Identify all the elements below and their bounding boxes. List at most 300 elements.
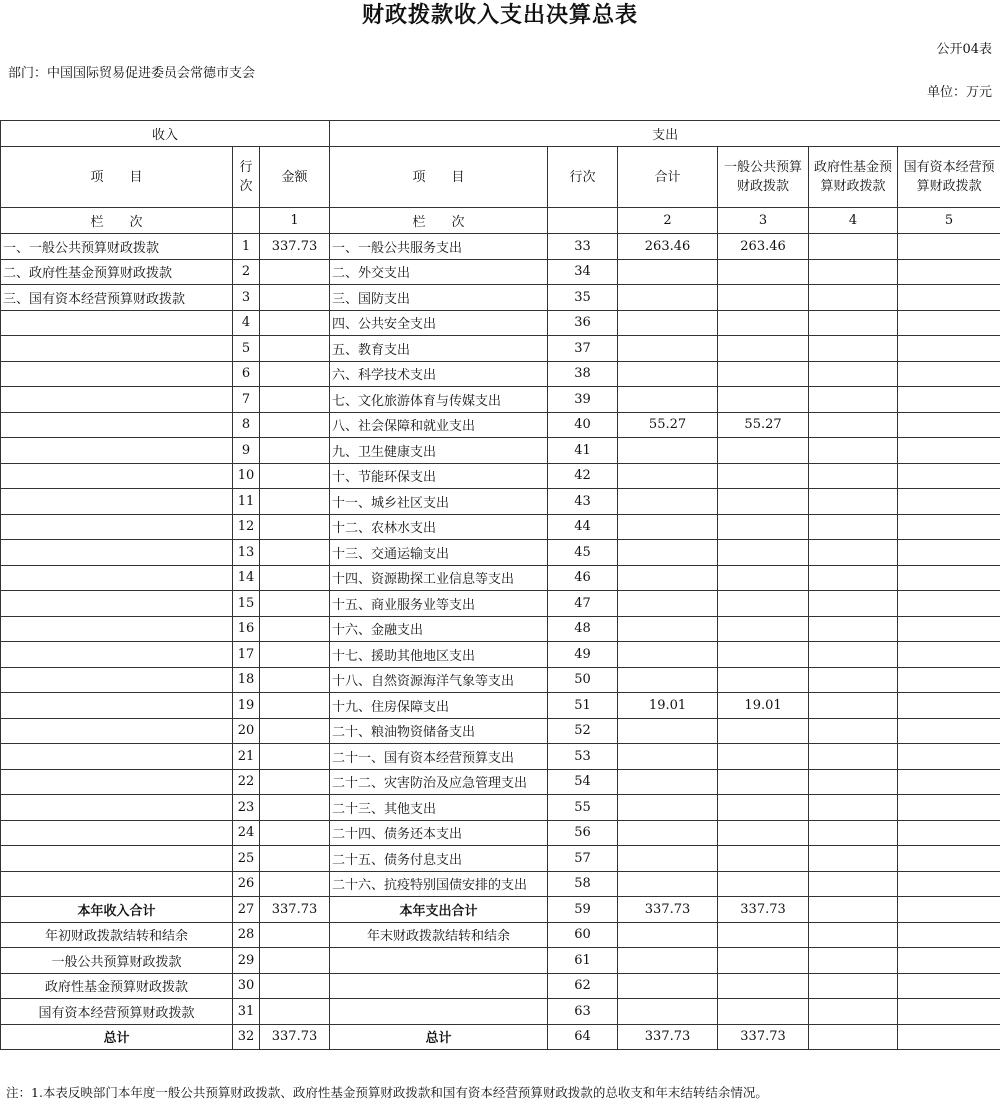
expense-item-cell: 十四、资源勘探工业信息等支出	[330, 565, 548, 591]
income-line-cell: 14	[233, 565, 260, 591]
expense-total-cell	[618, 565, 718, 591]
gov-fund-cell	[809, 1024, 898, 1050]
gov-fund-cell	[809, 540, 898, 566]
general-budget-cell: 19.01	[718, 693, 809, 719]
general-budget-cell	[718, 744, 809, 770]
expense-line-cell: 38	[548, 361, 618, 387]
table-row	[1, 438, 1000, 464]
income-item-cell	[1, 565, 233, 591]
state-capital-cell	[898, 846, 1000, 872]
general-budget-cell	[718, 361, 809, 387]
table-row	[1, 412, 1000, 438]
expense-line-cell: 36	[548, 310, 618, 336]
expense-line-cell: 59	[548, 897, 618, 923]
table-row	[1, 489, 1000, 515]
expense-col-label: 栏 次	[330, 208, 548, 234]
state-capital-header: 国有资本经营预算财政拨款	[898, 147, 1000, 208]
gov-fund-cell	[809, 795, 898, 821]
general-budget-cell	[718, 667, 809, 693]
income-line-cell: 24	[233, 820, 260, 846]
general-budget-cell	[718, 769, 809, 795]
income-item-cell: 一、一般公共预算财政拨款	[1, 234, 233, 260]
general-budget-cell	[718, 259, 809, 285]
expense-total-cell	[618, 616, 718, 642]
general-budget-cell	[718, 438, 809, 464]
income-amount-cell	[260, 259, 330, 285]
income-line-cell: 6	[233, 361, 260, 387]
income-item-cell: 三、国有资本经营预算财政拨款	[1, 285, 233, 311]
state-capital-cell	[898, 310, 1000, 336]
expense-total-cell: 337.73	[618, 1024, 718, 1050]
expense-total-cell	[618, 285, 718, 311]
expense-line-cell: 37	[548, 336, 618, 362]
income-amount-col-number: 1	[260, 208, 330, 234]
income-amount-cell	[260, 769, 330, 795]
gov-fund-cell	[809, 973, 898, 999]
income-line-cell: 18	[233, 667, 260, 693]
income-line-cell: 13	[233, 540, 260, 566]
expense-item-cell: 二十四、债务还本支出	[330, 820, 548, 846]
expense-item-cell: 一、一般公共服务支出	[330, 234, 548, 260]
expense-total-cell	[618, 667, 718, 693]
expense-total-cell	[618, 999, 718, 1025]
table-row	[1, 565, 1000, 591]
table-row	[1, 463, 1000, 489]
income-item-cell	[1, 642, 233, 668]
expense-summary-item-cell: 年末财政拨款结转和结余	[330, 922, 548, 948]
state-capital-cell	[898, 948, 1000, 974]
income-line-cell: 29	[233, 948, 260, 974]
income-amount-cell	[260, 718, 330, 744]
expense-total-cell	[618, 259, 718, 285]
expense-item-cell: 十八、自然资源海洋气象等支出	[330, 667, 548, 693]
expense-line-cell: 40	[548, 412, 618, 438]
summary-row	[1, 897, 1000, 923]
general-budget-cell	[718, 285, 809, 311]
income-amount-cell	[260, 616, 330, 642]
expense-total-cell: 19.01	[618, 693, 718, 719]
expense-item-header: 项 目	[330, 147, 548, 208]
expense-total-cell	[618, 846, 718, 872]
general-budget-cell	[718, 565, 809, 591]
income-line-cell: 15	[233, 591, 260, 617]
expense-item-cell: 四、公共安全支出	[330, 310, 548, 336]
expense-line-cell: 45	[548, 540, 618, 566]
state-capital-cell	[898, 259, 1000, 285]
gov-fund-cell	[809, 718, 898, 744]
gov-fund-cell	[809, 489, 898, 515]
income-amount-cell	[260, 744, 330, 770]
general-budget-cell	[718, 999, 809, 1025]
income-item-cell	[1, 540, 233, 566]
state-capital-cell	[898, 693, 1000, 719]
table-row	[1, 591, 1000, 617]
footnote: 注：1.本表反映部门本年度一般公共预算财政拨款、政府性基金预算财政拨款和国有资本经营预算财政拨款的总收支和年末结转结余情况。	[6, 1083, 768, 1101]
gov-fund-cell	[809, 744, 898, 770]
income-line-cell: 28	[233, 922, 260, 948]
income-item-cell	[1, 769, 233, 795]
state-capital-cell	[898, 769, 1000, 795]
income-item-cell	[1, 846, 233, 872]
income-item-cell	[1, 361, 233, 387]
expense-line-header: 行次	[548, 147, 618, 208]
table-row	[1, 744, 1000, 770]
income-amount-cell	[260, 361, 330, 387]
income-item-cell	[1, 871, 233, 897]
table-row	[1, 285, 1000, 311]
income-summary-item-cell: 年初财政拨款结转和结余	[1, 922, 233, 948]
table-row	[1, 718, 1000, 744]
income-amount-cell	[260, 871, 330, 897]
general-budget-header: 一般公共预算财政拨款	[718, 147, 809, 208]
general-budget-cell	[718, 463, 809, 489]
gov-fund-cell	[809, 871, 898, 897]
expense-total-cell	[618, 310, 718, 336]
page-title: 财政拨款收入支出决算总表	[0, 0, 1000, 34]
table-row	[1, 820, 1000, 846]
income-amount-cell	[260, 693, 330, 719]
expense-item-cell: 五、教育支出	[330, 336, 548, 362]
table-row	[1, 361, 1000, 387]
expense-line-cell: 61	[548, 948, 618, 974]
gov-fund-header: 政府性基金预算财政拨款	[809, 147, 898, 208]
income-line-cell: 17	[233, 642, 260, 668]
expense-total-cell	[618, 514, 718, 540]
expense-item-cell: 二十五、债务付息支出	[330, 846, 548, 872]
expense-total-cell	[618, 361, 718, 387]
income-item-cell	[1, 591, 233, 617]
general-budget-col-number: 3	[718, 208, 809, 234]
income-line-cell: 31	[233, 999, 260, 1025]
income-amount-cell	[260, 922, 330, 948]
general-budget-cell	[718, 871, 809, 897]
state-capital-cell	[898, 667, 1000, 693]
table-row	[1, 642, 1000, 668]
income-amount-cell	[260, 310, 330, 336]
gov-fund-cell	[809, 336, 898, 362]
income-line-cell: 26	[233, 871, 260, 897]
income-line-cell: 25	[233, 846, 260, 872]
summary-row	[1, 973, 1000, 999]
gov-fund-cell	[809, 565, 898, 591]
income-summary-item-cell: 政府性基金预算财政拨款	[1, 973, 233, 999]
budget-summary-table	[0, 120, 1000, 1050]
general-budget-cell	[718, 820, 809, 846]
gov-fund-cell	[809, 769, 898, 795]
expense-line-cell: 58	[548, 871, 618, 897]
gov-fund-cell	[809, 438, 898, 464]
table-row	[1, 387, 1000, 413]
expense-line-cell: 55	[548, 795, 618, 821]
gov-fund-cell	[809, 616, 898, 642]
expense-total-cell	[618, 387, 718, 413]
state-capital-cell	[898, 489, 1000, 515]
expense-line-cell: 54	[548, 769, 618, 795]
expense-summary-item-cell	[330, 948, 548, 974]
income-amount-cell	[260, 463, 330, 489]
income-line-cell: 2	[233, 259, 260, 285]
state-capital-cell	[898, 795, 1000, 821]
expense-line-cell: 63	[548, 999, 618, 1025]
general-budget-cell	[718, 973, 809, 999]
income-amount-cell	[260, 412, 330, 438]
income-amount-cell	[260, 387, 330, 413]
gov-fund-cell	[809, 463, 898, 489]
general-budget-cell	[718, 387, 809, 413]
state-capital-cell	[898, 565, 1000, 591]
income-section-header: 收入	[1, 121, 330, 147]
income-line-cell: 1	[233, 234, 260, 260]
expense-line-cell: 41	[548, 438, 618, 464]
gov-fund-cell	[809, 234, 898, 260]
gov-fund-cell	[809, 591, 898, 617]
expense-item-cell: 十五、商业服务业等支出	[330, 591, 548, 617]
state-capital-cell	[898, 438, 1000, 464]
income-line-cell: 5	[233, 336, 260, 362]
income-line-cell: 21	[233, 744, 260, 770]
gov-fund-col-number: 4	[809, 208, 898, 234]
unit-label: 单位：万元	[927, 81, 992, 100]
state-capital-cell	[898, 540, 1000, 566]
income-summary-item-cell: 本年收入合计	[1, 897, 233, 923]
expense-total-cell	[618, 871, 718, 897]
income-item-cell	[1, 310, 233, 336]
expense-total-cell	[618, 973, 718, 999]
general-budget-cell: 337.73	[718, 897, 809, 923]
state-capital-cell	[898, 820, 1000, 846]
expense-line-cell: 42	[548, 463, 618, 489]
income-line-cell: 22	[233, 769, 260, 795]
state-capital-cell	[898, 718, 1000, 744]
income-line-cell: 4	[233, 310, 260, 336]
state-capital-col-number: 5	[898, 208, 1000, 234]
general-budget-cell	[718, 514, 809, 540]
income-item-cell	[1, 463, 233, 489]
income-item-cell	[1, 514, 233, 540]
state-capital-cell	[898, 514, 1000, 540]
income-line-cell: 23	[233, 795, 260, 821]
expense-item-cell: 三、国防支出	[330, 285, 548, 311]
general-budget-cell	[718, 922, 809, 948]
income-line-header: 行 次	[233, 147, 260, 208]
expense-item-cell: 十一、城乡社区支出	[330, 489, 548, 515]
income-amount-cell	[260, 514, 330, 540]
income-line-cell: 8	[233, 412, 260, 438]
income-item-cell	[1, 667, 233, 693]
gov-fund-cell	[809, 259, 898, 285]
expense-item-cell: 二、外交支出	[330, 259, 548, 285]
income-item-cell	[1, 438, 233, 464]
table-row	[1, 514, 1000, 540]
state-capital-cell	[898, 871, 1000, 897]
summary-row	[1, 948, 1000, 974]
income-line-cell: 19	[233, 693, 260, 719]
expense-total-cell	[618, 795, 718, 821]
expense-line-cell: 33	[548, 234, 618, 260]
state-capital-cell	[898, 616, 1000, 642]
expense-line-cell: 46	[548, 565, 618, 591]
state-capital-cell	[898, 973, 1000, 999]
income-item-cell	[1, 718, 233, 744]
expense-item-cell: 七、文化旅游体育与传媒支出	[330, 387, 548, 413]
income-line-cell: 16	[233, 616, 260, 642]
gov-fund-cell	[809, 693, 898, 719]
expense-total-cell	[618, 463, 718, 489]
summary-row	[1, 999, 1000, 1025]
expense-total-cell	[618, 948, 718, 974]
table-row	[1, 693, 1000, 719]
income-summary-item-cell: 一般公共预算财政拨款	[1, 948, 233, 974]
table-row	[1, 336, 1000, 362]
expense-line-cell: 35	[548, 285, 618, 311]
income-line-cell: 9	[233, 438, 260, 464]
income-amount-cell	[260, 667, 330, 693]
expense-total-cell: 337.73	[618, 897, 718, 923]
income-line-cell: 32	[233, 1024, 260, 1050]
expense-total-cell	[618, 489, 718, 515]
state-capital-cell	[898, 922, 1000, 948]
gov-fund-cell	[809, 999, 898, 1025]
expense-line-cell: 52	[548, 718, 618, 744]
income-line-cell: 12	[233, 514, 260, 540]
gov-fund-cell	[809, 922, 898, 948]
income-line-cell: 7	[233, 387, 260, 413]
income-line-cell: 30	[233, 973, 260, 999]
income-amount-cell: 337.73	[260, 897, 330, 923]
gov-fund-cell	[809, 387, 898, 413]
income-item-cell	[1, 693, 233, 719]
expense-item-cell: 十三、交通运输支出	[330, 540, 548, 566]
general-budget-cell	[718, 336, 809, 362]
expense-total-cell	[618, 438, 718, 464]
gov-fund-cell	[809, 310, 898, 336]
expense-item-cell: 八、社会保障和就业支出	[330, 412, 548, 438]
income-amount-cell	[260, 642, 330, 668]
expense-line-cell: 57	[548, 846, 618, 872]
expense-line-cell: 39	[548, 387, 618, 413]
income-line-cell: 11	[233, 489, 260, 515]
expense-line-cell: 62	[548, 973, 618, 999]
income-amount-cell: 337.73	[260, 1024, 330, 1050]
gov-fund-cell	[809, 667, 898, 693]
state-capital-cell	[898, 387, 1000, 413]
general-budget-cell	[718, 795, 809, 821]
expense-item-cell: 二十、粮油物资储备支出	[330, 718, 548, 744]
general-budget-cell	[718, 489, 809, 515]
expense-item-cell: 十七、援助其他地区支出	[330, 642, 548, 668]
expense-total-cell	[618, 922, 718, 948]
table-row	[1, 846, 1000, 872]
income-item-cell	[1, 795, 233, 821]
state-capital-cell	[898, 897, 1000, 923]
expense-line-cell: 56	[548, 820, 618, 846]
expense-summary-item-cell	[330, 973, 548, 999]
table-row	[1, 871, 1000, 897]
income-amount-cell	[260, 795, 330, 821]
state-capital-cell	[898, 642, 1000, 668]
income-item-cell	[1, 616, 233, 642]
expense-total-header: 合计	[618, 147, 718, 208]
state-capital-cell	[898, 463, 1000, 489]
expense-line-cell: 53	[548, 744, 618, 770]
income-amount-cell	[260, 973, 330, 999]
income-item-cell	[1, 412, 233, 438]
expense-item-cell: 二十六、抗疫特别国债安排的支出	[330, 871, 548, 897]
gov-fund-cell	[809, 846, 898, 872]
general-budget-cell	[718, 310, 809, 336]
income-item-header: 项 目	[1, 147, 233, 208]
gov-fund-cell	[809, 412, 898, 438]
expense-line-cell: 48	[548, 616, 618, 642]
state-capital-cell	[898, 744, 1000, 770]
expense-total-cell: 263.46	[618, 234, 718, 260]
income-line-cell: 10	[233, 463, 260, 489]
table-row	[1, 616, 1000, 642]
general-budget-cell	[718, 718, 809, 744]
summary-row	[1, 922, 1000, 948]
expense-total-col-number: 2	[618, 208, 718, 234]
expense-line-cell: 51	[548, 693, 618, 719]
state-capital-cell	[898, 285, 1000, 311]
expense-line-cell: 60	[548, 922, 618, 948]
general-budget-cell	[718, 616, 809, 642]
income-amount-cell	[260, 489, 330, 515]
income-amount-cell	[260, 438, 330, 464]
income-item-cell	[1, 744, 233, 770]
gov-fund-cell	[809, 642, 898, 668]
expense-item-cell: 二十一、国有资本经营预算支出	[330, 744, 548, 770]
income-line-cell: 3	[233, 285, 260, 311]
expense-item-cell: 二十二、灾害防治及应急管理支出	[330, 769, 548, 795]
state-capital-cell	[898, 412, 1000, 438]
table-row	[1, 234, 1000, 260]
state-capital-cell	[898, 999, 1000, 1025]
income-line-cell: 20	[233, 718, 260, 744]
table-row	[1, 667, 1000, 693]
income-amount-cell	[260, 565, 330, 591]
income-item-cell: 二、政府性基金预算财政拨款	[1, 259, 233, 285]
gov-fund-cell	[809, 897, 898, 923]
expense-line-cell: 44	[548, 514, 618, 540]
state-capital-cell	[898, 234, 1000, 260]
expense-total-cell	[618, 591, 718, 617]
general-budget-cell: 337.73	[718, 1024, 809, 1050]
state-capital-cell	[898, 591, 1000, 617]
expense-total-cell	[618, 718, 718, 744]
expense-section-header: 支出	[330, 121, 1000, 147]
income-amount-cell	[260, 948, 330, 974]
income-amount-cell	[260, 285, 330, 311]
expense-total-cell	[618, 540, 718, 566]
department-label: 部门：中国国际贸易促进委员会常德市支会	[8, 62, 255, 81]
expense-item-cell: 十九、住房保障支出	[330, 693, 548, 719]
general-budget-cell	[718, 591, 809, 617]
expense-total-cell	[618, 769, 718, 795]
expense-total-cell	[618, 336, 718, 362]
expense-summary-item-cell	[330, 999, 548, 1025]
income-amount-cell	[260, 591, 330, 617]
expense-item-cell: 十二、农林水支出	[330, 514, 548, 540]
expense-item-cell: 二十三、其他支出	[330, 795, 548, 821]
general-budget-cell	[718, 948, 809, 974]
income-item-cell	[1, 336, 233, 362]
general-budget-cell: 263.46	[718, 234, 809, 260]
gov-fund-cell	[809, 285, 898, 311]
income-line-col-number	[233, 208, 260, 234]
income-col-label: 栏 次	[1, 208, 233, 234]
income-line-cell: 27	[233, 897, 260, 923]
expense-line-cell: 50	[548, 667, 618, 693]
